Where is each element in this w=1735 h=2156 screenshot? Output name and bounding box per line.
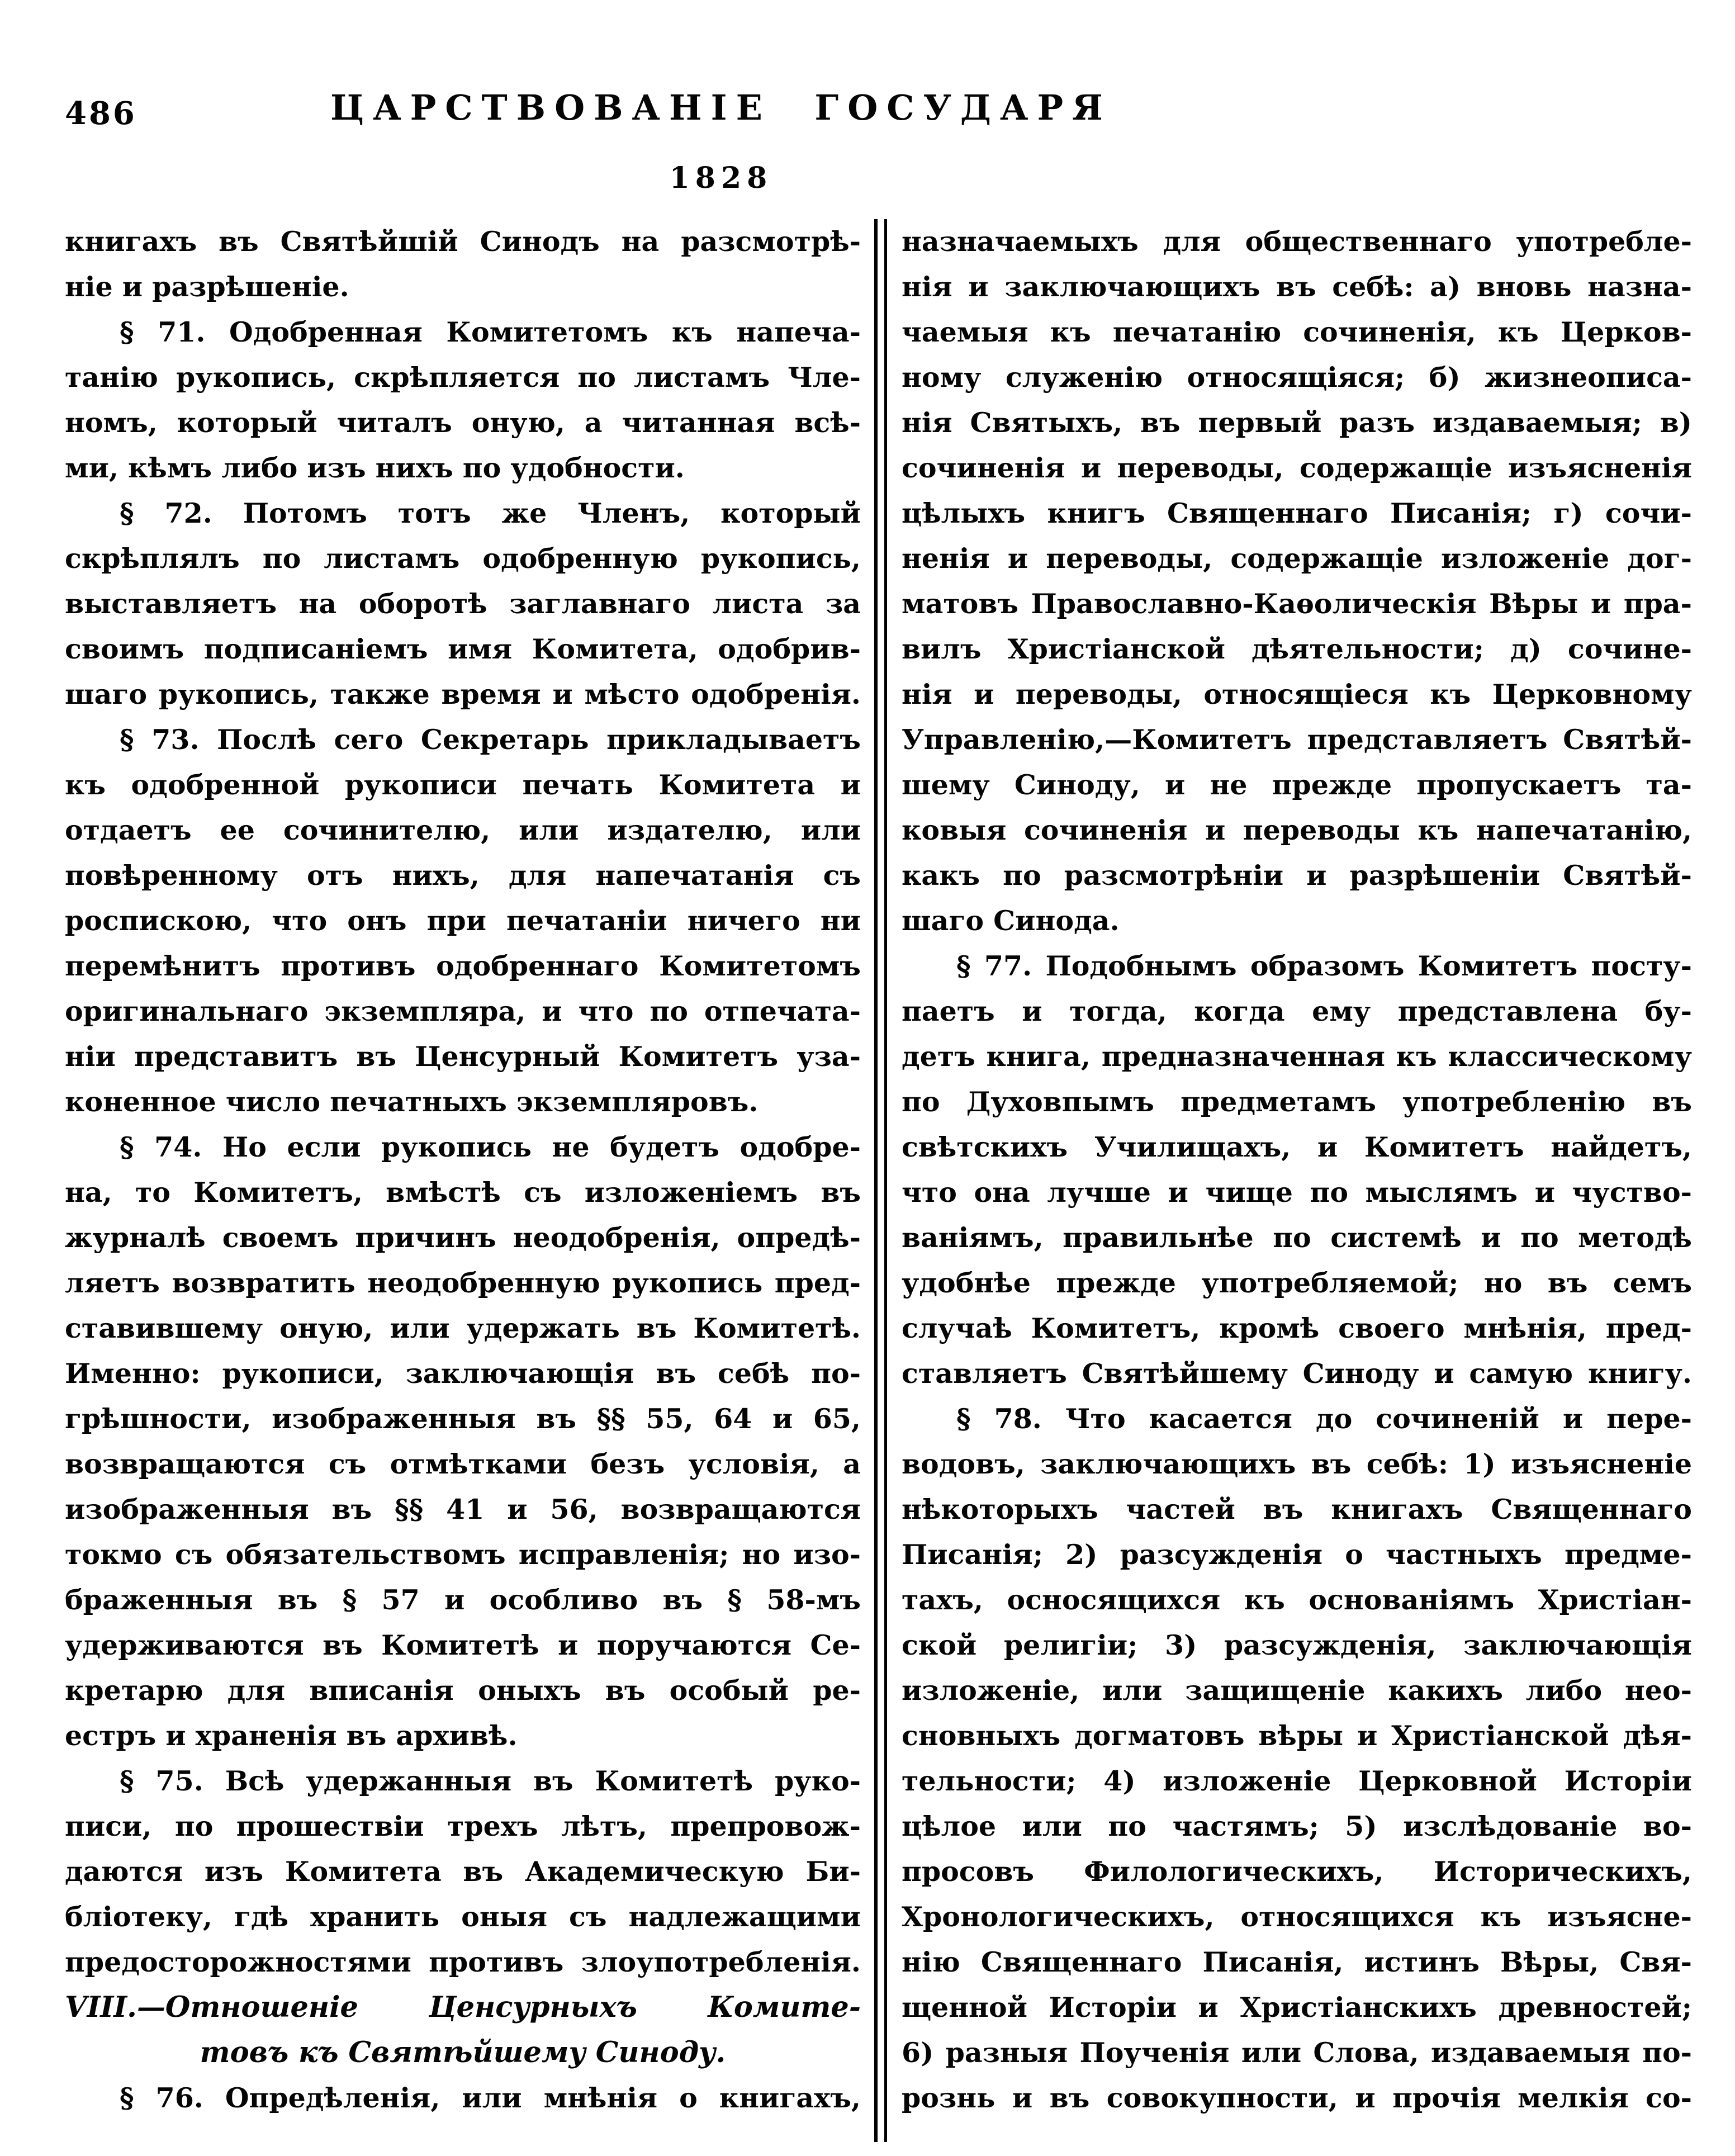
text-line: просовъ Филологическихъ, Историческихъ, — [902, 1855, 1692, 1888]
text-line: выставляетъ на оборотѣ заглавнаго листа за — [65, 587, 861, 620]
text-line: ніи представитъ въ Ценсурный Комитетъ уза- — [65, 1040, 861, 1073]
text-line: шаго Синода. — [902, 904, 1120, 937]
text-line: Писанія; 2) разсужденія о частныхъ предме- — [902, 1538, 1692, 1571]
text-line: нію Священнаго Писанія, истинъ Вѣры, Свя- — [902, 1946, 1692, 1978]
text-line: § 72. Потомъ тотъ же Членъ, который — [120, 497, 861, 529]
text-body — [65, 219, 1692, 2142]
text-line: цѣлыхъ книгъ Священнаго Писанія; г) сочи- — [902, 497, 1692, 529]
text-line: какъ по разсмотрѣніи и разрѣшеніи Святѣй- — [902, 859, 1692, 892]
text-line: свѣтскихъ Училищахъ, и Комитетъ найдетъ, — [902, 1131, 1692, 1163]
text-line: ненія и переводы, содержащіе изложеніе дог- — [902, 542, 1692, 575]
text-line: шаго рукопись, также время и мѣсто одобренія. — [65, 678, 861, 710]
text-line: рознь и въ совокупности, и прочія мелкія со- — [902, 2082, 1692, 2114]
text-line: ному служенію относящіяся; б) жизнеописа- — [902, 361, 1692, 394]
text-line: ми, кѣмъ либо изъ нихъ по удобности. — [65, 452, 685, 484]
text-line: § 76. Опредѣленія, или мнѣнія о книгахъ, — [120, 2082, 861, 2114]
text-line: нѣкоторыхъ частей въ книгахъ Священнаго — [902, 1493, 1692, 1525]
text-line: нія Святыхъ, въ первый разъ издаваемыя; в) — [902, 406, 1692, 439]
text-line: ставляетъ Святѣйшему Синоду и самую книгу. — [902, 1357, 1692, 1390]
text-line: изложеніе, или защищеніе какихъ либо нео- — [902, 1674, 1692, 1707]
running-header-title: ЦАРСТВОВАНІЕ ГОСУДАРЯ — [330, 87, 1112, 128]
text-line: матовъ Православно-Каѳолическія Вѣры и пра- — [902, 587, 1692, 620]
text-line: случаѣ Комитетъ, кромѣ своего мнѣнія, пред- — [902, 1312, 1692, 1344]
text-line: браженныя въ § 57 и особливо въ § 58-мъ — [65, 1584, 861, 1616]
text-line: ляетъ возвратить неодобренную рукопись пред- — [65, 1267, 861, 1299]
text-line: тельности; 4) изложеніе Церковной Исторіи — [902, 1765, 1692, 1797]
text-line: изображенныя въ §§ 41 и 56, возвращаются — [65, 1493, 861, 1525]
text-line: VIII.—Отношеніе Ценсурныхъ Комите- — [65, 1991, 861, 2024]
text-line: товъ къ Святѣйшему Синоду. — [200, 2036, 726, 2069]
text-line: бліотеку, гдѣ хранить оныя съ надлежащими — [65, 1901, 861, 1933]
text-line: цѣлое или по частямъ; 5) изслѣдованіе во- — [902, 1810, 1692, 1842]
text-line: книгахъ въ Святѣйшій Синодъ на разсмотрѣ- — [65, 225, 861, 258]
text-line: ставившему оную, или удержать въ Комитетѣ. — [65, 1312, 861, 1344]
page-number: 486 — [65, 95, 137, 132]
text-line: ковыя сочиненія и переводы къ напечатанію, — [902, 814, 1692, 846]
text-line: детъ книга, предназначенная къ классическому — [902, 1040, 1692, 1073]
text-line: номъ, который читалъ оную, а читанная всѣ- — [65, 406, 861, 439]
text-line: тахъ, осносящихся къ основаніямъ Христіан- — [902, 1584, 1692, 1616]
right-column — [902, 219, 1692, 2121]
text-line: ніе и разрѣшеніе. — [65, 271, 349, 303]
text-line: сочиненія и переводы, содержащіе изъясненія — [902, 452, 1692, 484]
text-line: § 74. Но если рукопись не будетъ одобре- — [120, 1131, 861, 1163]
text-line: скрѣплялъ по листамъ одобренную рукопись, — [65, 542, 861, 575]
text-line: § 71. Одобренная Комитетомъ къ напеча- — [120, 316, 861, 348]
text-line: Именно: рукописи, заключающія въ себѣ по- — [65, 1357, 861, 1390]
text-line: что она лучше и чище по мыслямъ и чуство- — [902, 1176, 1692, 1209]
text-line: Хронологическихъ, относящихся къ изъясне- — [902, 1901, 1692, 1933]
text-line: § 73. Послѣ сего Секретарь прикладываетъ — [120, 723, 861, 756]
text-line: грѣшности, изображенныя въ §§ 55, 64 и 65, — [65, 1402, 861, 1435]
text-line: роспискою, что онъ при печатаніи ничего ни — [65, 904, 861, 937]
text-line: возвращаются съ отмѣтками безъ условія, а — [65, 1448, 861, 1480]
text-line: танію рукопись, скрѣпляется по листамъ Чле- — [65, 361, 861, 394]
text-line: § 77. Подобнымъ образомъ Комитетъ посту- — [956, 950, 1692, 982]
text-line: даются изъ Комитета въ Академическую Би- — [65, 1855, 861, 1888]
text-line: удобнѣе прежде употребляемой; но въ семъ — [902, 1267, 1692, 1299]
text-line: назначаемыхъ для общественнаго употребле- — [902, 225, 1692, 258]
text-line: сновныхъ догматовъ вѣры и Христіанской дѣя- — [902, 1719, 1692, 1752]
text-line: ской религіи; 3) разсужденія, заключающія — [902, 1629, 1692, 1661]
text-line: коненное число печатныхъ экземпляровъ. — [65, 1086, 759, 1118]
text-line: ваніямъ, правильнѣе по системѣ и по методѣ — [902, 1221, 1692, 1254]
column-divider-rule — [874, 219, 887, 2142]
running-header-year: 1828 — [669, 161, 773, 195]
text-line: предосторожностями противъ злоупотребленія. — [65, 1946, 861, 1978]
text-line: перемѣнитъ противъ одобреннаго Комитетомъ — [65, 950, 861, 982]
text-line: нія и заключающихъ въ себѣ: а) вновь назна- — [902, 271, 1692, 303]
text-line: писи, по прошествіи трехъ лѣтъ, препровож- — [65, 1810, 861, 1842]
text-line: журналѣ своемъ причинъ неодобренія, опредѣ- — [65, 1221, 861, 1254]
text-line: повѣренному отъ нихъ, для напечатанія съ — [65, 859, 861, 892]
text-line: 6) разныя Поученія или Слова, издаваемыя по- — [902, 2036, 1692, 2069]
text-line: отдаетъ ее сочинителю, или издателю, или — [65, 814, 861, 846]
text-line: удерживаются въ Комитетѣ и поручаются Се- — [65, 1629, 861, 1661]
text-line: чаемыя къ печатанію сочиненія, къ Церков- — [902, 316, 1692, 348]
text-line: кретарю для вписанія оныхъ въ особый ре- — [65, 1674, 861, 1707]
text-line: своимъ подписаніемъ имя Комитета, одобрив- — [65, 633, 861, 665]
text-line: естръ и храненія въ архивѣ. — [65, 1719, 518, 1752]
text-line: по Духовпымъ предметамъ употребленію въ — [902, 1086, 1692, 1118]
text-line: паетъ и тогда, когда ему представлена бу- — [902, 995, 1692, 1027]
text-line: оригинальнаго экземпляра, и что по отпечата- — [65, 995, 861, 1027]
text-line: вилъ Христіанской дѣятельности; д) сочине- — [902, 633, 1692, 665]
text-line: токмо съ обязательствомъ исправленія; но изо- — [65, 1538, 861, 1571]
text-line: § 75. Всѣ удержанныя въ Комитетѣ руко- — [120, 1765, 861, 1797]
text-line: къ одобренной рукописи печать Комитета и — [65, 769, 861, 801]
text-line: Управленію,—Комитетъ представляетъ Святѣй- — [902, 723, 1692, 756]
text-line: шему Синоду, и не прежде пропускаетъ та- — [902, 769, 1692, 801]
text-line: щенной Исторіи и Христіанскихъ древностей; — [902, 1991, 1692, 2024]
text-line: § 78. Что касается до сочиненій и пере- — [956, 1402, 1692, 1435]
text-line: нія и переводы, относящіеся къ Церковному — [902, 678, 1692, 710]
left-column — [65, 219, 861, 2121]
text-line: водовъ, заключающихъ въ себѣ: 1) изъясненіе — [902, 1448, 1692, 1480]
text-line: на, то Комитетъ, вмѣстѣ съ изложеніемъ въ — [65, 1176, 861, 1209]
